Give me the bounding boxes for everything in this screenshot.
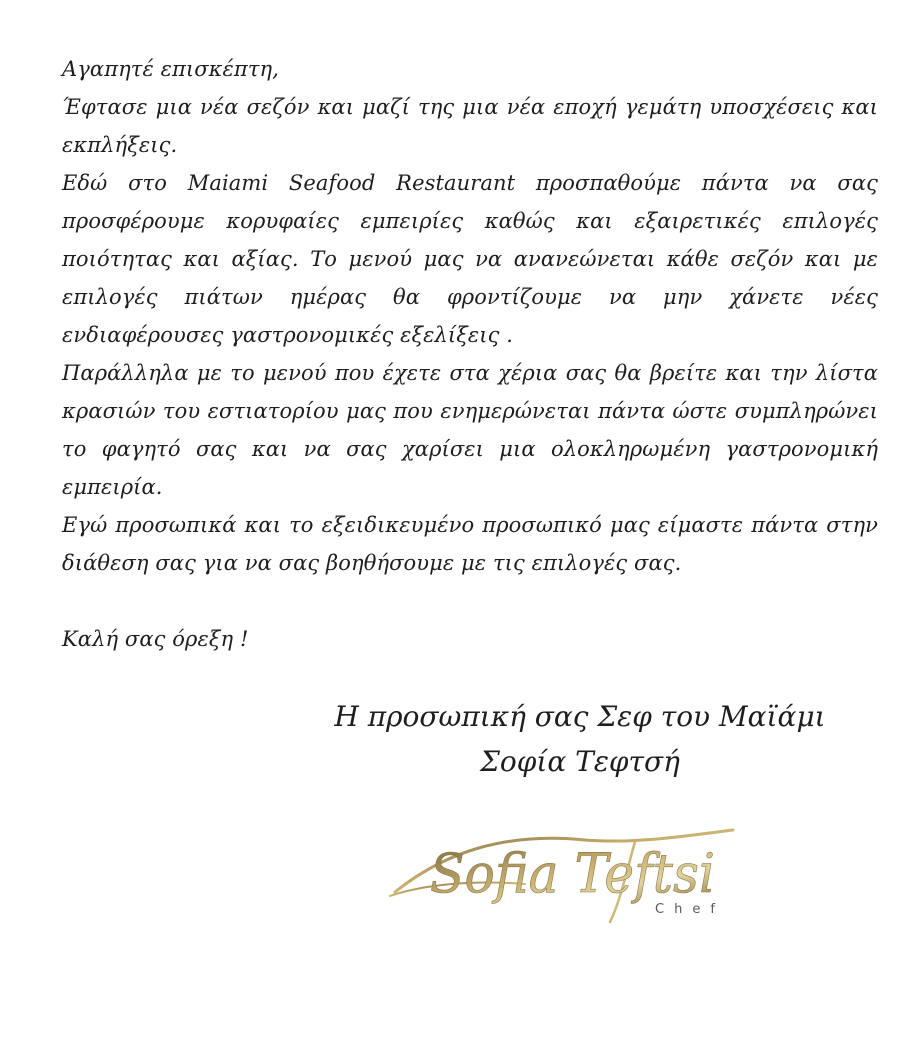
signoff-title: Η προσωπική σας Σεφ του Μαϊάμι <box>334 700 826 733</box>
letter-greeting: Αγαπητέ επισκέπτη, <box>62 57 279 81</box>
letter-paragraph-4: Εγώ προσωπικά και το εξειδικευμένο προσωπικό μας είμαστε πάντα στην διάθεση σας για να σας βοηθήσουμε με τις επιλογές σας. <box>62 513 878 575</box>
signature-subtitle-text: Chef <box>655 902 725 917</box>
signature-name-text: Sofia Teftsi <box>430 842 715 905</box>
signature-logo <box>385 822 745 932</box>
signoff-name: Σοφία Τεφτσή <box>480 745 680 778</box>
letter-paragraph-3: Παράλληλα με το μενού που έχετε στα χέρια σας θα βρείτε και την λίστα κρασιών του εστιατορίου μας που ενημερώνεται πάντα ώστε συμπληρώνει το φαγητό σας και να σας χαρίσει μια ολοκληρωμένη γαστρονομική εμπειρία. <box>62 361 878 499</box>
letter-body <box>62 50 878 658</box>
letter-paragraph-1: Έφτασε μια νέα σεζόν και μαζί της μια νέα εποχή γεμάτη υποσχέσεις και εκπλήξεις. <box>62 95 878 157</box>
letter-paragraph-2: Εδώ στο Maiami Seafood Restaurant προσπαθούμε πάντα να σας προσφέρουμε κορυφαίες εμπειρίες καθώς και εξαιρετικές επιλογές ποιότητας και αξίας. Το μενού μας να ανανεώνεται κάθε σεζόν και με επιλογές πιάτων ημέρας θα φροντίζουμε να μην χάνετε νέες ενδιαφέρουσες γαστρονομικές εξελίξεις . <box>62 171 878 347</box>
letter-closing: Καλή σας όρεξη ! <box>62 627 249 651</box>
